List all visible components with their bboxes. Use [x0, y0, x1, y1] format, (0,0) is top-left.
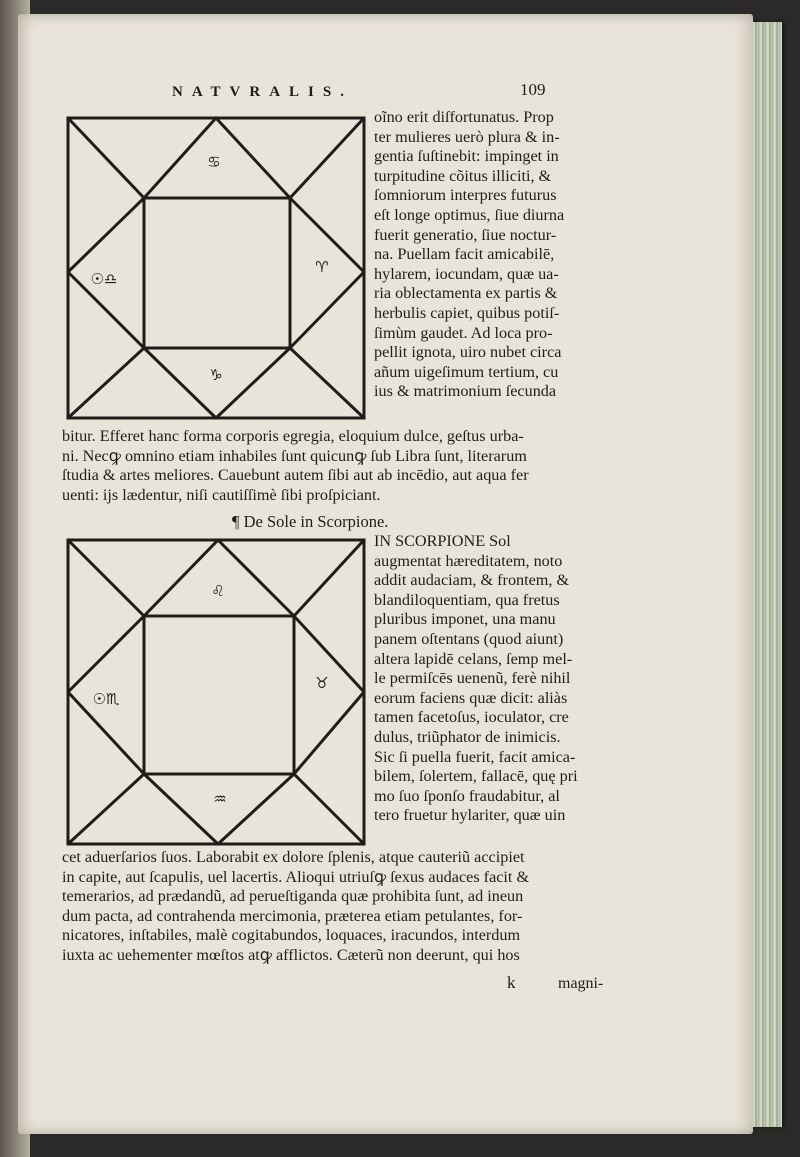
aries-glyph: ♈	[315, 258, 329, 276]
text-line: addit audaciam, & frontem, &	[374, 571, 570, 590]
text-line: IN SCORPIONE Sol	[374, 532, 511, 550]
text-column-right-2	[374, 532, 578, 826]
page-number: 109	[520, 80, 546, 99]
text-line: pellit ignota, uiro nubet circa	[374, 343, 562, 362]
text-line: hylarem, iocundam, quæ ua-	[374, 264, 559, 283]
text-line: bilem, ſolertem, fallacē, quę pri	[374, 767, 578, 786]
text-line: tero fruetur hylariter, quæ uin	[374, 806, 566, 825]
text-line: ria oblectamenta ex partis &	[374, 284, 558, 303]
text-full-width-2	[62, 848, 529, 966]
text-line: ſtudia & artes meliores. Cauebunt autem ſibi aut ab incēdio, aut aqua fer	[62, 466, 529, 485]
sun-scorpio-glyph: ☉♏	[92, 690, 120, 708]
text-line: ter mulieres uerò plura & in-	[374, 127, 560, 146]
aquarius-glyph: ♒	[213, 790, 227, 808]
text-line: tamen facetoſus, ioculator, cre	[374, 708, 569, 727]
text-column-right-1	[374, 108, 564, 402]
text-line: fuerit generatio, ſiue noctur-	[374, 225, 557, 244]
text-line: le permiſcēs uenenũ, ferè nihil	[374, 669, 571, 688]
horoscope-chart-scorpio	[64, 534, 370, 850]
text-line: turpitudine cõitus illiciti, &	[374, 166, 552, 185]
section-heading: ¶ De Sole in Scorpione.	[232, 512, 389, 531]
text-line: bitur. Efferet hanc forma corporis egregia, eloquium dulce, geſtus urba-	[62, 427, 524, 445]
text-line: panem oſtentans (quod aiunt)	[374, 629, 564, 648]
capricorn-glyph: ♑	[209, 366, 223, 384]
text-line: blandiloquentiam, qua fretus	[374, 590, 560, 609]
text-line: altera lapidē celans, ſemp mel-	[374, 649, 573, 668]
text-line: uenti: ijs lædentur, niſi cautiſſimè ſibi proſpiciant.	[62, 485, 381, 504]
text-line: na. Puellam facit amicabilē,	[374, 245, 555, 264]
cancer-glyph: ♋	[207, 153, 221, 171]
signature-mark: k	[507, 973, 516, 992]
text-line: augmentat hæreditatem, noto	[374, 551, 563, 570]
text-line: temerarios, ad prædandũ, ad perueſtiganda quæ prohibita ſunt, ad ineun	[62, 887, 524, 906]
text-line: in capite, aut ſcapulis, uel lacertis. Alioqui utriuſꝙ ſexus audaces facit &	[62, 867, 530, 886]
text-full-width-1	[62, 427, 529, 505]
text-line: Sic ſi puella fuerit, facit amica-	[374, 747, 576, 766]
text-line: eorum faciens quæ dicit: aliàs	[374, 688, 568, 707]
text-line: herbulis capiet, quibus potiſ-	[374, 303, 560, 322]
leo-glyph: ♌	[211, 582, 225, 600]
taurus-glyph: ♉	[315, 674, 329, 692]
text-line: mo ſuo ſponſo fraudabitur, al	[374, 786, 560, 805]
text-line: ius & matrimonium ſecunda	[374, 382, 557, 401]
horoscope-chart-libra	[64, 112, 370, 424]
running-head: NATVRALIS.	[172, 84, 353, 100]
text-line: dum pacta, ad contrahenda mercimonia, præterea etiam petulantes, for-	[62, 906, 523, 925]
catchword: magni-	[558, 975, 604, 992]
text-line: iuxta ac uehementer mœſtos atꝙ afflictos. Cæterũ non deerunt, qui hos	[62, 945, 520, 964]
text-line: oĩno erit diſfortunatus. Prop	[374, 108, 554, 126]
text-line: ſimùm gaudet. Ad loca pro-	[374, 323, 553, 342]
text-line: añum uigeſimum tertium, cu	[374, 362, 559, 381]
text-line: eſt longe optimus, ſiue diurna	[374, 205, 565, 224]
text-line: ſomniorum interpres futurus	[374, 186, 557, 205]
text-line: gentia ſuſtinebit: impinget in	[374, 147, 559, 166]
text-line: cet aduerſarios ſuos. Laborabit ex dolore ſplenis, atque cauteriũ accipiet	[62, 848, 525, 866]
text-line: dulus, triũphator de inimicis.	[374, 727, 561, 746]
sun-libra-glyph: ☉♎	[90, 270, 118, 288]
text-line: pluribus imponet, una manu	[374, 610, 556, 629]
text-line: nicatores, inſtabiles, malè cogitabundos, loquaces, iracundos, interdum	[62, 926, 521, 945]
text-line: ni. Necꝙ omnino etiam inhabiles ſunt quicunꝙ ſub Libra ſunt, literarum	[62, 446, 527, 465]
